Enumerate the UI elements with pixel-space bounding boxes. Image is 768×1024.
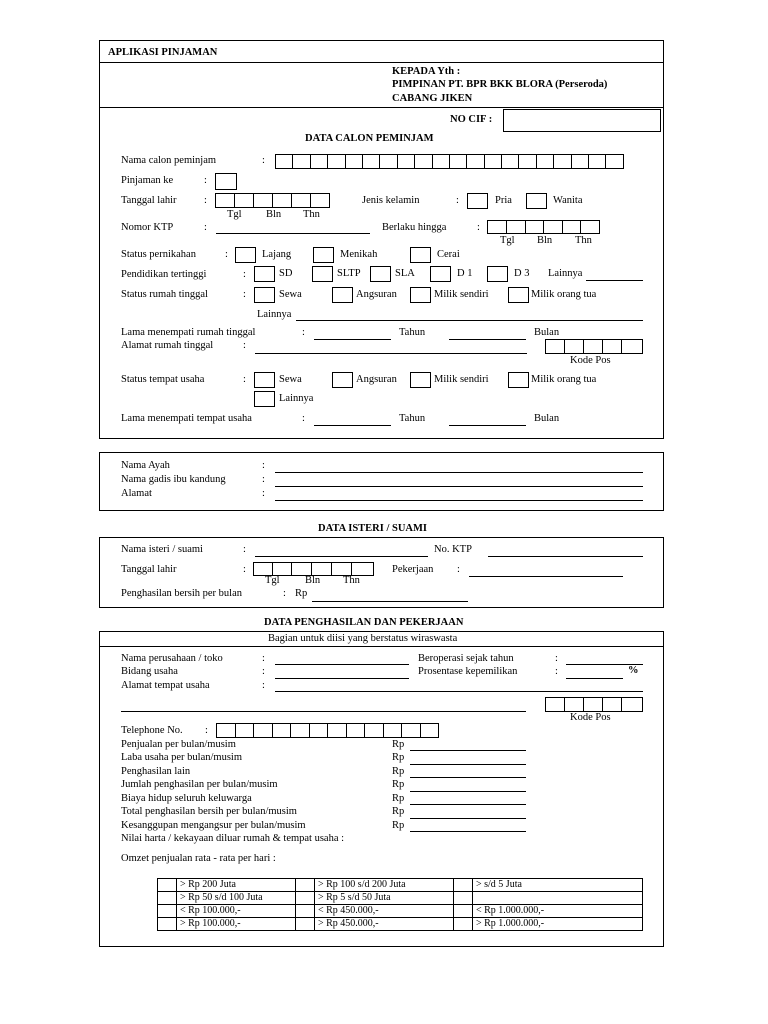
table-row <box>158 905 643 918</box>
nomor-ktp-input[interactable] <box>216 233 370 234</box>
colon: : <box>262 474 265 485</box>
omzet-option: > Rp 450.000,- <box>315 918 454 931</box>
pria-checkbox[interactable] <box>467 193 488 209</box>
alamat-ortu-label: Alamat <box>121 488 152 499</box>
rumah-milik-sendiri-checkbox[interactable] <box>410 287 431 303</box>
colon: : <box>262 155 265 166</box>
income-row-input[interactable] <box>410 764 526 765</box>
omzet-option: > Rp 100 s/d 200 Juta <box>315 879 454 892</box>
income-row-label: Kesanggupan mengangsur per bulan/musim <box>121 820 306 831</box>
income-row-input[interactable] <box>410 777 526 778</box>
omzet-checkbox[interactable] <box>454 905 473 918</box>
omzet-option: > Rp 5 s/d 50 Juta <box>315 892 454 905</box>
colon: : <box>205 725 208 736</box>
wanita-checkbox[interactable] <box>526 193 547 209</box>
status-pernikahan-label: Status pernikahan <box>121 249 196 260</box>
lama-rumah-label: Lama menempati rumah tinggal <box>121 327 256 338</box>
rumah-angsuran-label: Angsuran <box>356 289 397 300</box>
berlaku-hingga-label: Berlaku hingga <box>382 222 447 233</box>
rumah-lainnya-label: Lainnya <box>257 309 292 320</box>
bulan-label: Bulan <box>534 327 560 338</box>
usaha-milik-sendiri-label: Milik sendiri <box>434 374 489 385</box>
lama-usaha-tahun-input[interactable] <box>314 425 391 426</box>
income-row-label: Penghasilan lain <box>121 766 191 777</box>
omzet-checkbox[interactable] <box>158 905 177 918</box>
income-row-label: Total penghasilan bersih per bulan/musim <box>121 806 297 817</box>
omzet-option: < Rp 100.000,- <box>177 905 296 918</box>
rp-label: Rp <box>392 779 405 790</box>
omzet-checkbox[interactable] <box>296 918 315 931</box>
kode-pos-usaha-cells[interactable] <box>545 697 643 712</box>
nama-ibu-input[interactable] <box>275 486 643 487</box>
kode-pos-cells[interactable] <box>545 339 643 354</box>
d3-label: D 3 <box>514 268 530 279</box>
nama-label: Nama calon peminjam <box>121 155 217 166</box>
jenis-kelamin-label: Jenis kelamin <box>362 195 420 206</box>
kode-pos-label: Kode Pos <box>570 712 611 723</box>
income-subtitle-divider <box>99 646 664 647</box>
colon: : <box>302 413 305 424</box>
colon: : <box>204 175 207 186</box>
bulan-label: Bulan <box>534 413 560 424</box>
percent-label: % <box>628 665 639 676</box>
income-row-input[interactable] <box>410 750 526 751</box>
alamat-usaha-input-2[interactable] <box>121 711 526 712</box>
colon: : <box>262 460 265 471</box>
nomor-ktp-label: Nomor KTP <box>121 222 174 233</box>
thn-label: Thn <box>575 235 592 246</box>
omzet-checkbox[interactable] <box>454 918 473 931</box>
colon: : <box>243 564 246 575</box>
bidang-usaha-label: Bidang usaha <box>121 666 178 677</box>
d1-label: D 1 <box>457 268 473 279</box>
no-ktp-pasangan-label: No. KTP <box>434 544 472 555</box>
pekerjaan-input[interactable] <box>469 576 623 577</box>
d1-checkbox[interactable] <box>430 266 451 282</box>
cerai-checkbox[interactable] <box>410 247 431 263</box>
tahun-label: Tahun <box>399 413 426 424</box>
pimpinan-label: PIMPINAN PT. BPR BKK BLORA (Perseroda) <box>392 79 608 90</box>
nama-cells[interactable] <box>275 154 643 169</box>
lama-usaha-bulan-input[interactable] <box>449 425 526 426</box>
beroperasi-label: Beroperasi sejak tahun <box>418 653 514 664</box>
kepada-label: KEPADA Yth : <box>392 66 461 77</box>
rumah-lainnya-input[interactable] <box>296 320 643 321</box>
usaha-milik-orang-tua-label: Milik orang tua <box>531 374 597 385</box>
sla-label: SLA <box>395 268 415 279</box>
tanggal-lahir-pasangan-cells[interactable] <box>253 562 374 576</box>
usaha-milik-sendiri-checkbox[interactable] <box>410 372 431 388</box>
table-row <box>158 918 643 931</box>
colon: : <box>243 269 246 280</box>
usaha-sewa-checkbox[interactable] <box>254 372 275 388</box>
wanita-label: Wanita <box>553 195 583 206</box>
colon: : <box>262 653 265 664</box>
rp-label: Rp <box>392 820 405 831</box>
rumah-sewa-label: Sewa <box>279 289 302 300</box>
omzet-checkbox[interactable] <box>158 892 177 905</box>
prosentase-label: Prosentase kepemilikan <box>418 666 518 677</box>
rp-label: Rp <box>392 739 405 750</box>
pendidikan-label: Pendidikan tertinggi <box>121 269 207 280</box>
colon: : <box>243 374 246 385</box>
pinjaman-ke-label: Pinjaman ke <box>121 175 174 186</box>
tgl-label: Tgl <box>500 235 515 246</box>
colon: : <box>262 666 265 677</box>
telephone-label: Telephone No. <box>121 725 183 736</box>
bln-label: Bln <box>266 209 282 220</box>
sltp-label: SLTP <box>337 268 361 279</box>
tgl-label: Tgl <box>227 209 242 220</box>
cabang-label: CABANG JIKEN <box>392 93 473 104</box>
pinjaman-ke-input[interactable] <box>215 173 237 190</box>
bln-label: Bln <box>537 235 553 246</box>
colon: : <box>283 588 286 599</box>
omzet-option: < Rp 1.000.000,- <box>473 905 643 918</box>
omzet-option: > Rp 100.000,- <box>177 918 296 931</box>
status-rumah-label: Status rumah tinggal <box>121 289 208 300</box>
nama-perusahaan-label: Nama perusahaan / toko <box>121 653 223 664</box>
penghasilan-pasangan-label: Penghasilan bersih per bulan <box>121 588 243 599</box>
colon: : <box>262 680 265 691</box>
no-cif-label: NO CIF : <box>450 114 493 125</box>
berlaku-hingga-cells[interactable] <box>487 220 603 234</box>
lama-rumah-tahun-input[interactable] <box>314 339 391 340</box>
usaha-milik-orang-tua-checkbox[interactable] <box>508 372 529 388</box>
colon: : <box>243 544 246 555</box>
income-subtitle: Bagian untuk diisi yang berstatus wiraswasta <box>268 633 458 644</box>
colon: : <box>204 195 207 206</box>
omzet-checkbox[interactable] <box>296 892 315 905</box>
tanggal-lahir-cells[interactable] <box>215 193 333 208</box>
rumah-sewa-checkbox[interactable] <box>254 287 275 303</box>
income-section-title: DATA PENGHASILAN DAN PEKERJAAN <box>264 617 464 628</box>
alamat-usaha-label: Alamat tempat usaha <box>121 680 210 691</box>
form-title: APLIKASI PINJAMAN <box>108 47 218 58</box>
omzet-label: Omzet penjualan rata - rata per hari : <box>121 853 276 864</box>
alamat-ortu-input[interactable] <box>275 500 643 501</box>
lainnya-label: Lainnya <box>548 268 583 279</box>
lama-rumah-bulan-input[interactable] <box>449 339 526 340</box>
sd-checkbox[interactable] <box>254 266 275 282</box>
bidang-usaha-input[interactable] <box>275 678 409 679</box>
omzet-option: > Rp 1.000.000,- <box>473 918 643 931</box>
menikah-label: Menikah <box>340 249 378 260</box>
tanggal-lahir-label: Tanggal lahir <box>121 195 177 206</box>
income-row-input[interactable] <box>410 791 526 792</box>
nama-pasangan-label: Nama isteri / suami <box>121 544 203 555</box>
kode-pos-label: Kode Pos <box>570 355 611 366</box>
pria-label: Pria <box>495 195 512 206</box>
menikah-checkbox[interactable] <box>313 247 334 263</box>
income-row-input[interactable] <box>410 831 526 832</box>
alamat-rumah-label: Alamat rumah tinggal <box>121 340 214 351</box>
colon: : <box>456 195 459 206</box>
alamat-rumah-input[interactable] <box>255 353 527 354</box>
bln-label: Bln <box>305 575 321 586</box>
thn-label: Thn <box>343 575 360 586</box>
income-row-input[interactable] <box>410 818 526 819</box>
rumah-milik-orang-tua-checkbox[interactable] <box>508 287 529 303</box>
sd-label: SD <box>279 268 293 279</box>
rp-label: Rp <box>295 588 308 599</box>
tanggal-lahir-pasangan-label: Tanggal lahir <box>121 564 177 575</box>
rumah-milik-sendiri-label: Milik sendiri <box>434 289 489 300</box>
omzet-checkbox[interactable] <box>158 918 177 931</box>
sltp-checkbox[interactable] <box>312 266 333 282</box>
lajang-checkbox[interactable] <box>235 247 256 263</box>
tgl-label: Tgl <box>265 575 280 586</box>
colon: : <box>204 222 207 233</box>
no-ktp-pasangan-input[interactable] <box>488 556 643 557</box>
nilai-harta-label: Nilai harta / kekayaan diluar rumah & tempat usaha : <box>121 833 345 844</box>
header-divider <box>99 62 664 63</box>
tahun-label: Tahun <box>399 327 426 338</box>
lajang-label: Lajang <box>262 249 292 260</box>
income-row-label: Biaya hidup seluruh keluwarga <box>121 793 252 804</box>
d3-checkbox[interactable] <box>487 266 508 282</box>
rp-label: Rp <box>392 752 405 763</box>
rp-label: Rp <box>392 806 405 817</box>
lama-usaha-label: Lama menempati tempat usaha <box>121 413 252 424</box>
colon: : <box>555 666 558 677</box>
colon: : <box>243 289 246 300</box>
omzet-checkbox[interactable] <box>454 892 473 905</box>
nama-ibu-label: Nama gadis ibu kandung <box>121 474 226 485</box>
telephone-cells[interactable] <box>216 723 450 738</box>
pekerjaan-label: Pekerjaan <box>392 564 434 575</box>
borrower-section-title: DATA CALON PEMINJAM <box>305 133 434 144</box>
sla-checkbox[interactable] <box>370 266 391 282</box>
nama-pasangan-input[interactable] <box>255 556 428 557</box>
usaha-lainnya-label: Lainnya <box>279 393 314 404</box>
table-row <box>158 879 643 892</box>
pendidikan-lainnya-input[interactable] <box>586 280 643 281</box>
spouse-section-title: DATA ISTERI / SUAMI <box>318 523 428 534</box>
income-row-label: Jumlah penghasilan per bulan/musim <box>121 779 278 790</box>
rumah-angsuran-checkbox[interactable] <box>332 287 353 303</box>
omzet-checkbox[interactable] <box>296 905 315 918</box>
income-row-label: Penjualan per bulan/musim <box>121 739 236 750</box>
omzet-checkbox[interactable] <box>454 879 473 892</box>
omzet-checkbox[interactable] <box>296 879 315 892</box>
prosentase-input[interactable] <box>566 678 623 679</box>
rp-label: Rp <box>392 766 405 777</box>
no-cif-input[interactable] <box>503 109 661 132</box>
colon: : <box>457 564 460 575</box>
colon: : <box>243 340 246 351</box>
penghasilan-pasangan-input[interactable] <box>312 601 468 602</box>
omzet-option: > Rp 50 s/d 100 Juta <box>177 892 296 905</box>
rumah-milik-orang-tua-label: Milik orang tua <box>531 289 597 300</box>
omzet-option: > Rp 200 Juta <box>177 879 296 892</box>
thn-label: Thn <box>303 209 320 220</box>
usaha-lainnya-checkbox[interactable] <box>254 391 275 407</box>
nama-ayah-input[interactable] <box>275 472 643 473</box>
omzet-option: > s/d 5 Juta <box>473 879 643 892</box>
cerai-label: Cerai <box>437 249 460 260</box>
colon: : <box>555 653 558 664</box>
omzet-checkbox[interactable] <box>158 879 177 892</box>
colon: : <box>477 222 480 233</box>
rp-label: Rp <box>392 793 405 804</box>
alamat-usaha-input[interactable] <box>275 691 643 692</box>
table-row <box>158 892 643 905</box>
omzet-table <box>157 878 643 931</box>
colon: : <box>225 249 228 260</box>
omzet-option: < Rp 450.000,- <box>315 905 454 918</box>
status-tempat-usaha-label: Status tempat usaha <box>121 374 205 385</box>
colon: : <box>302 327 305 338</box>
nama-ayah-label: Nama Ayah <box>121 460 170 471</box>
usaha-sewa-label: Sewa <box>279 374 302 385</box>
colon: : <box>262 488 265 499</box>
usaha-angsuran-label: Angsuran <box>356 374 397 385</box>
usaha-angsuran-checkbox[interactable] <box>332 372 353 388</box>
income-row-input[interactable] <box>410 804 526 805</box>
omzet-option <box>473 892 643 905</box>
income-row-label: Laba usaha per bulan/musim <box>121 752 243 763</box>
nama-perusahaan-input[interactable] <box>275 664 409 665</box>
